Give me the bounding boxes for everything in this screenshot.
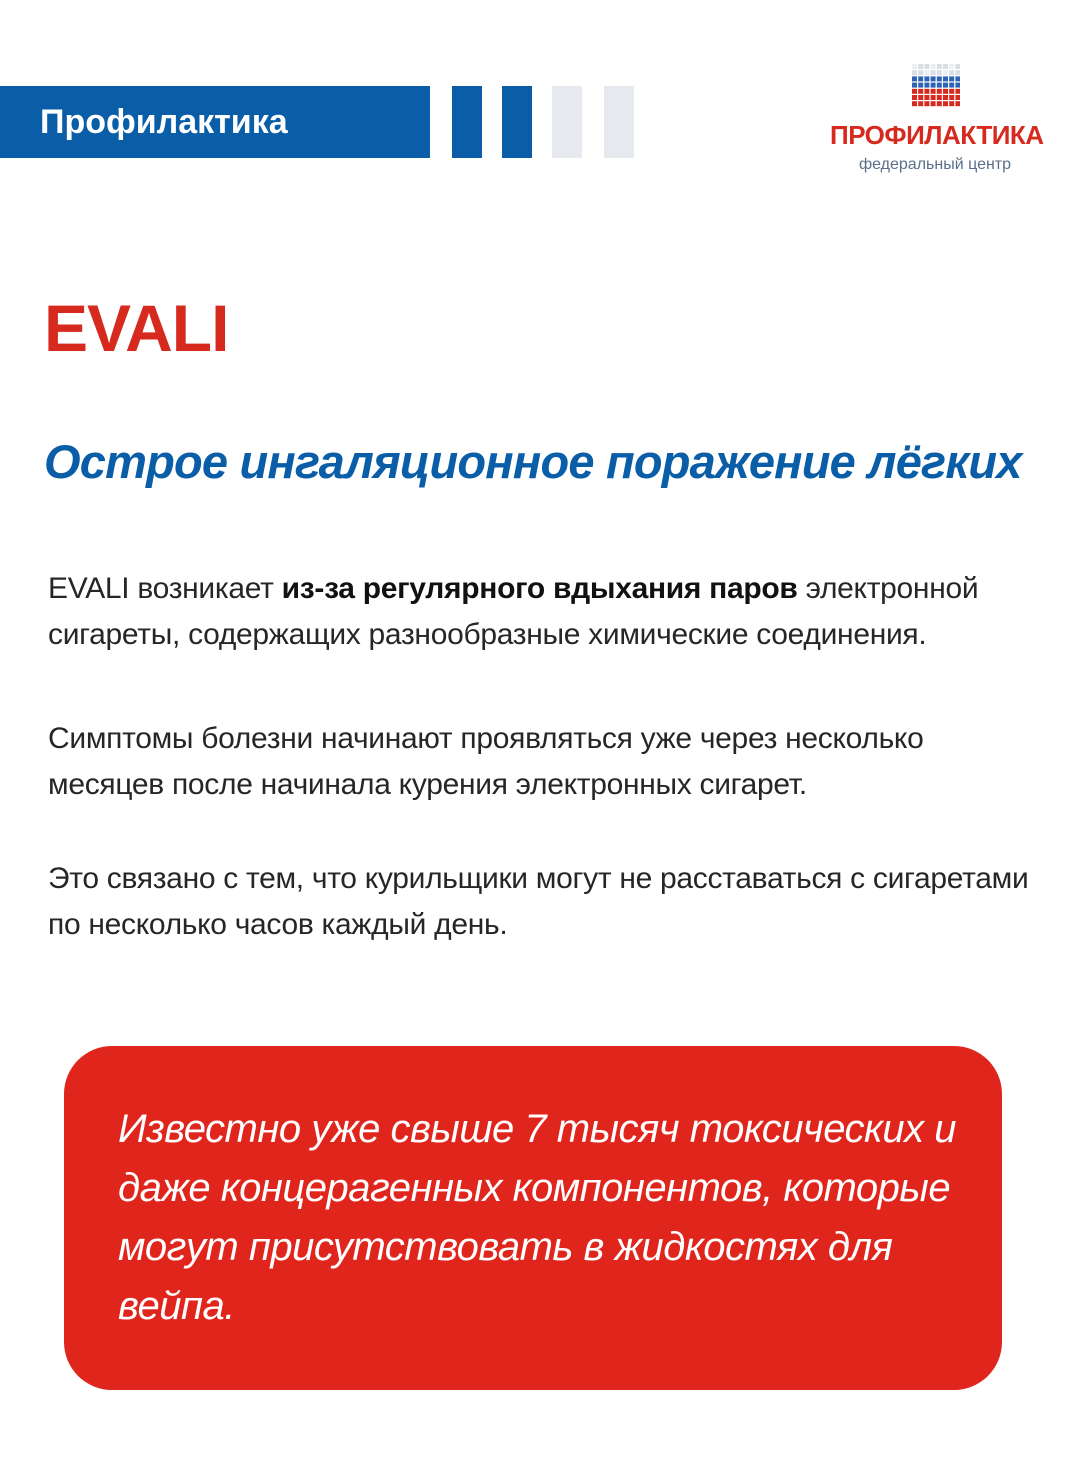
page-subtitle: Острое ингаляционное поражение лёгких: [44, 435, 1022, 488]
logo-subtitle: федеральный центр: [858, 156, 1012, 173]
paragraph-cause-end: электронной сигареты, содержащих разнообразные химические соединения.: [48, 572, 979, 651]
paragraph-cause: [48, 566, 1038, 658]
tricolor-mosaic-icon: [912, 64, 960, 108]
header-label: Профилактика: [40, 103, 288, 141]
stripe-light-1: [552, 86, 582, 158]
logo: [830, 64, 1044, 184]
header-bar: [0, 86, 430, 158]
stripe-blue-2: [502, 86, 532, 158]
page-title: EVALI: [44, 291, 229, 365]
callout-box: [64, 1046, 1002, 1390]
callout-text: Известно уже свыше 7 тысяч токсических и даже концерагенных компонентов, которые могут присутствовать в жидкостях для вейпа.: [118, 1107, 956, 1328]
paragraph-reason: Это связано с тем, что курильщики могут не расставаться с сигаретами по несколько часов каждый день.: [48, 862, 1029, 941]
paragraph-cause-start: EVALI возникает: [48, 572, 282, 605]
stripe-light-2: [604, 86, 634, 158]
paragraph-symptoms: Симптомы болезни начинают проявляться уже через несколько месяцев после начинала курения электронных сигарет.: [48, 722, 924, 801]
stripe-blue-1: [452, 86, 482, 158]
logo-title: ПРОФИЛАКТИКА: [830, 120, 1044, 150]
paragraph-cause-bold: из-за регулярного вдыхания паров: [281, 572, 798, 605]
